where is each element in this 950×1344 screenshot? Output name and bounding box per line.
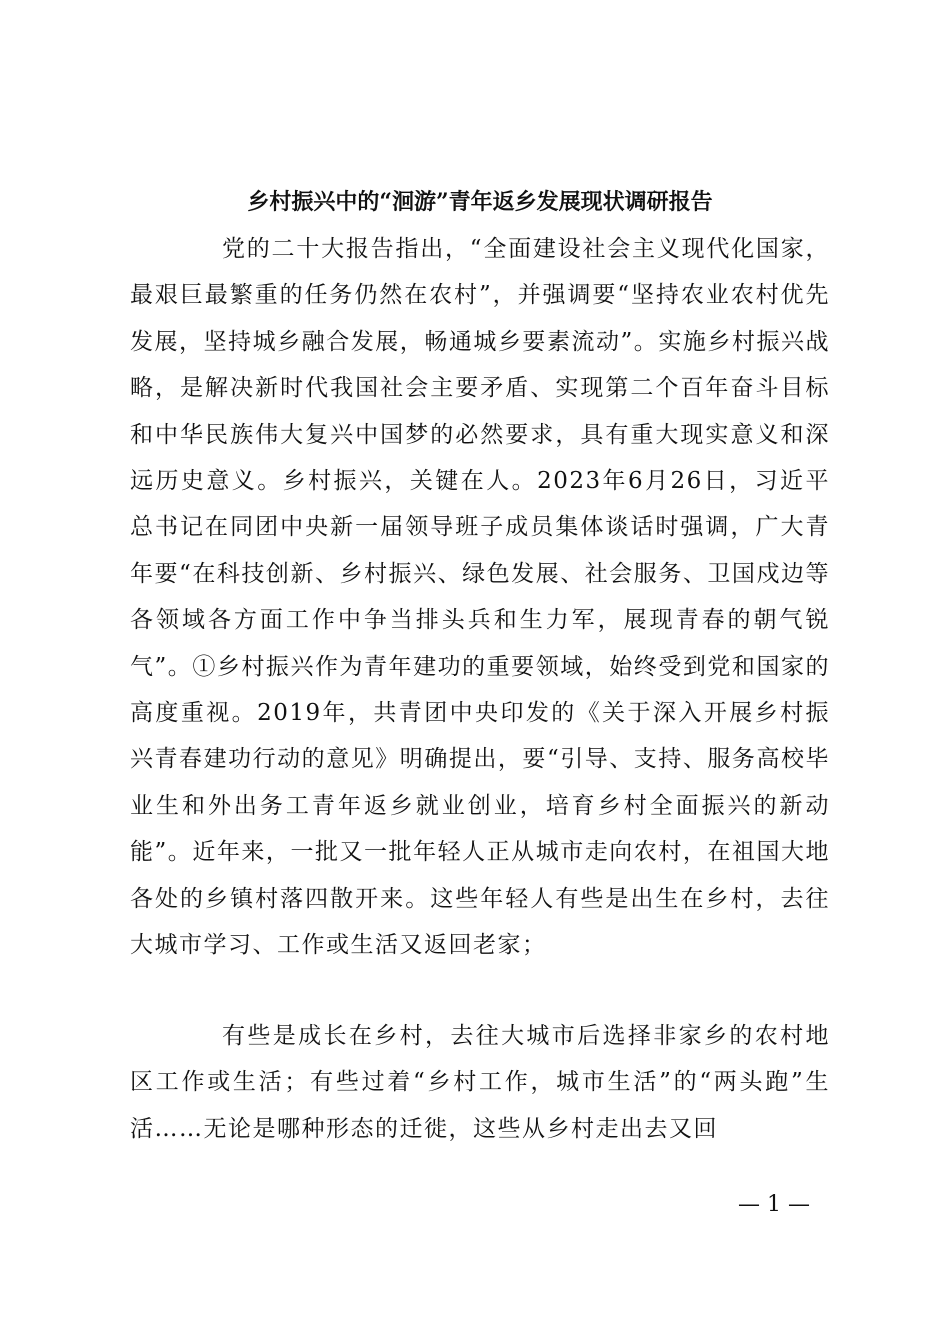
document-title: 乡村振兴中的“洄游”青年返乡发展现状调研报告 — [247, 189, 713, 215]
body-paragraph-1: 党的二十大报告指出，“全面建设社会主义现代化国家，最艰巨最繁重的任务仍然在农村”，并强调要“坚持农业农村优先发展，坚持城乡融合发展，畅通城乡要素流动”。实施乡村振兴战略，是解决新时代我国社会主要矛盾、实现第二个百年奋斗目标和中华民族伟大复兴中国梦的必然要求，具有重大现实意义和深远历史意义。乡村振兴，关键在人。2023年6月26日，习近平总书记在同团中央新一届领导班子成员集体谈话时强调，广大青年要“在科技创新、乡村振兴、绿色发展、社会服务、卫国戍边等各领域各方面工作中争当排头兵和生力军，展现青春的朝气锐气”。①乡村振兴作为青年建功的重要领域，始终受到党和国家的高度重视。2019年，共青团中央印发的《关于深入开展乡村振兴青春建功行动的意见》明确提出，要“引导、支持、服务高校毕业生和外出务工青年返乡就业创业，培育乡村全面振兴的新动能”。近年来，一批又一批年轻人正从城市走向农村，在祖国大地各处的乡镇村落四散开来。这些年轻人有些是出生在乡村，去往大城市学习、工作或生活又返回老家； — [130, 236, 830, 959]
body-paragraph-2: 有些是成长在乡村，去往大城市后选择非家乡的农村地区工作或生活；有些过着“乡村工作，城市生活”的“两头跑”生活……无论是哪种形态的迁徙，这些从乡村走出去又回 — [130, 1023, 830, 1142]
page-number: — 1 — — [738, 1192, 810, 1217]
